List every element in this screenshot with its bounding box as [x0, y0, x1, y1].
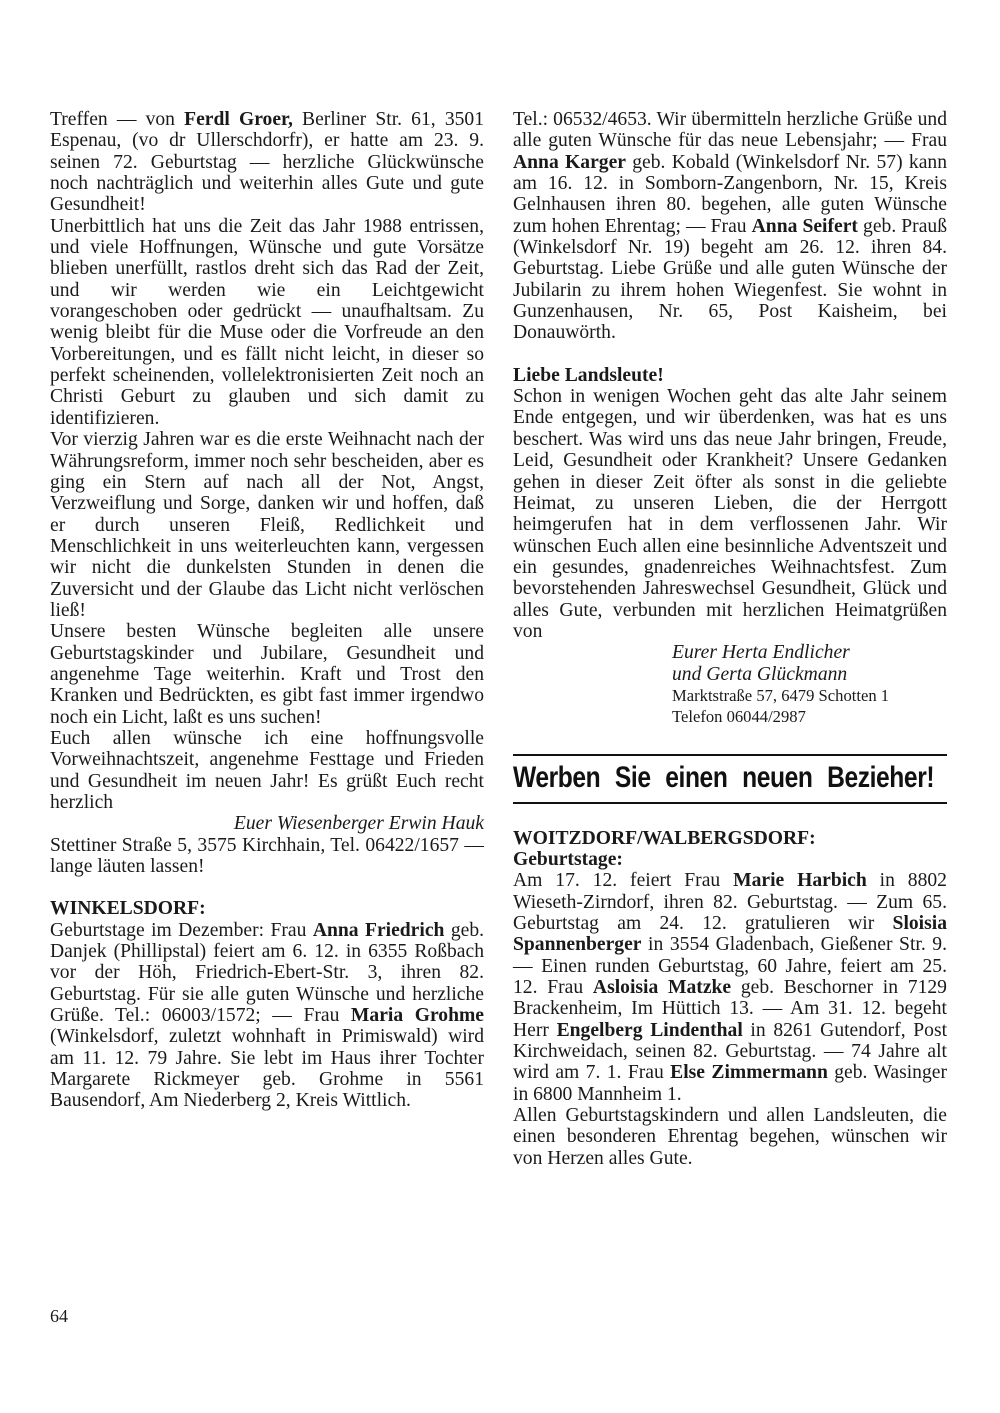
signature: Euer Wiesenberger Erwin Hauk: [233, 813, 484, 835]
text: in 3554 Gladenbach, Gießener Str. 9. — Einen runden Geburtstag, 60 Jahre, feiert am 25. 12. Frau: [513, 934, 947, 999]
person-name: Maria Grohme: [350, 1005, 484, 1027]
banner-text: Werben Sie einen neuen Bezieher!: [513, 760, 935, 794]
text: geb. Wasinger in 6800 Mannheim 1.: [513, 1062, 947, 1105]
page-number: 64: [50, 1306, 68, 1326]
text: in 8802 Wieseth-Zirndorf, ihren 82. Geburtstag. — Zum 65. Geburtstag am 24. 12. gratulieren wir: [513, 870, 947, 934]
person-name: Else Zimmermann: [670, 1062, 828, 1084]
person-name: Sloisia Spannenberger: [513, 913, 947, 956]
text: geb. Danjek (Phillipstal) feiert am 6. 12. in 6355 Roßbach vor der Höh, Friedrich-Ebert-Str. 3, ihren 82. Geburtstag. Für sie alle guten Wünsche und herzliche Grüße. Tel.: 06003/1572; — Frau: [50, 919, 485, 1027]
closing-paragraph: Allen Geburtstagskindern und allen Landsleuten, die einen besonderen Ehrentag begehen, wünschen wir von Herzen alles Gute.: [513, 1105, 947, 1169]
letter-heading: Liebe Landsleute!: [513, 364, 664, 386]
section-heading-winkelsdorf: WINKELSDORF:: [50, 898, 206, 920]
body-paragraph: Unsere besten Wünsche begleiten alle unsere Geburtstagskinder und Jubilare, Gesundheit und angenehme Tage weiterhin. Kraft und Trost den Kranken und Bedrückten, es gibt fast immer irgendwo noch ein Licht, laßt es uns suchen!: [50, 621, 484, 728]
intro-paragraph: [50, 109, 484, 216]
text: Tel.: 06532/4653. Wir übermitteln herzliche Grüße und alle guten Wünsche für das neue Lebensjahr; — Frau: [513, 109, 947, 152]
continuation-paragraph: [513, 109, 947, 344]
text: Geburtstage im Dezember: Frau: [50, 919, 313, 941]
intro-rest: Berliner Str. 61, 3501 Espenau, (vo dr Ullerschdorfr), er hatte am 23. 9. seinen 72. Geburtstag — herzliche Glückwünsche noch nachträglich und weiterhin alles Gute und gute Gesundheit!: [50, 109, 485, 216]
winkelsdorf-birthdays: [50, 920, 484, 1112]
spacer: [513, 804, 947, 828]
spacer: [513, 344, 947, 365]
letter-body: Schon in wenigen Wochen geht das alte Jahr seinem Ende entgegen, und wir überdenken, was hat es uns beschert. Was wird uns das neue Jahr bringen, Freude, Leid, Gesundheit oder Krankheit? Unsere Gedanken gehen in dieser Zeit öfter als sonst in die geliebte Heimat, zu unseren Lieben, die der Herrgott heimgerufen hat in dem verflossenen Jahr. Wir wünschen Euch allen eine besinnliche Adventszeit und ein gesundes, gnadenreiches Weihnachtsfest. Zum bevorstehenden Jahreswechsel Gesundheit, Glück und alles Gute, verbunden mit herzlichen Heimatgrüßen von: [513, 386, 947, 642]
text: geb. Prauß (Winkelsdorf Nr. 19) begeht am 26. 12. ihren 84. Geburtstag. Liebe Grüße und alle guten Wünsche der Jubilarin zu ihrem hohen Wiegenfest. Sie wohnt in Gunzenhausen, Nr. 65, Post Kaisheim, bei Donauwörth.: [513, 215, 947, 344]
text: Am 17. 12. feiert Frau: [513, 870, 734, 892]
person-name: Ferdl Groer,: [184, 109, 293, 130]
person-name: Anna Friedrich: [312, 919, 445, 941]
phone-line: Telefon 06044/2987: [672, 707, 806, 727]
person-name: Marie Harbich: [733, 870, 867, 892]
person-name: Engelberg Lindenthal: [556, 1019, 743, 1041]
woitzdorf-birthdays: [513, 870, 947, 1105]
person-name: Anna Seifert: [751, 215, 858, 237]
letter-signature-block: [513, 642, 947, 727]
section-subheading: Geburtstage:: [513, 848, 623, 870]
section-heading-woitzdorf: WOITZDORF/WALBERGSDORF:: [513, 827, 816, 849]
signature-line: und Gerta Glückmann: [672, 663, 848, 685]
sender-address: Stettiner Straße 5, 3575 Kirchhain, Tel. 06422/1657 — lange läuten lassen!: [50, 834, 484, 878]
intro-lead: Treffen — von: [50, 109, 185, 130]
signature-line: Eurer Herta Endlicher: [672, 642, 850, 664]
body-paragraph: Euch allen wünsche ich eine hoffnungsvolle Vorweihnachtszeit, angenehme Festtage und Frieden und Gesundheit im neuen Jahr! Es grüßt Euch recht herzlich: [50, 727, 484, 813]
right-column: [513, 109, 947, 1169]
text: geb. Kobald (Winkelsdorf Nr. 57) kann am 16. 12. in Somborn-Zangenborn, Nr. 15, Kreis Gelnhausen ihren 80. begehen, alle guten Wünsche zum hohen Ehrentag; — Frau: [513, 151, 947, 237]
person-name: Asloisia Matzke: [592, 977, 732, 999]
text: (Winkelsdorf, zuletzt wohnhaft in Primiswald) wird am 11. 12. 79 Jahre. Sie lebt im Haus ihrer Tochter Margarete Rickmeyer geb. Grohme in 5561 Bausendorf, Am Niederberg 2, Kreis Wittlich.: [50, 1026, 484, 1112]
text: geb. Beschorner in 7129 Brackenheim, Im Hüttich 13. — Am 31. 12. begeht Herr: [513, 977, 947, 1041]
spacer: [50, 877, 484, 898]
address-line: Marktstraße 57, 6479 Schotten 1: [672, 685, 890, 705]
body-paragraph: Unerbittlich hat uns die Zeit das Jahr 1988 entrissen, und viele Hoffnungen, Wünsche und gute Vorsätze blieben unerfüllt, rastlos dreht sich das Rad der Zeit, und wir werden wie ein Leichtgewicht vorangeschoben oder gedrückt — unaufhaltsam. Zu wenig bleibt für die Muse oder die Vorfreude an den Vorbereitungen, und es fällt nicht leicht, in dieser so perfekt scheinenden, vollelektronisierten Zeit noch an Christi Geburt zu glauben und sich damit zu identifizieren.: [50, 215, 484, 429]
body-paragraph: Vor vierzig Jahren war es die erste Weihnacht nach der Währungsreform, immer noch sehr bescheiden, aber es ging ein Stern auf nach all der Not, Angst, Verzweiflung und Sorge, danken wir und hoffen, daß er durch unseren Fleiß, Redlichkeit und Menschlichkeit in uns weiterleuchten kann, vergessen wir nicht die dunkelsten Stunden in denen die Zuversicht und der Glaube das Licht nicht verlöschen ließ!: [50, 429, 484, 621]
person-name: Anna Karger: [513, 151, 626, 173]
left-column: [50, 109, 484, 1112]
text: in 8261 Gutendorf, Post Kirchweidach, seinen 82. Geburtstag. — 74 Jahre alt wird am 7. 1. Frau: [513, 1019, 948, 1084]
advert-banner: [513, 754, 947, 804]
